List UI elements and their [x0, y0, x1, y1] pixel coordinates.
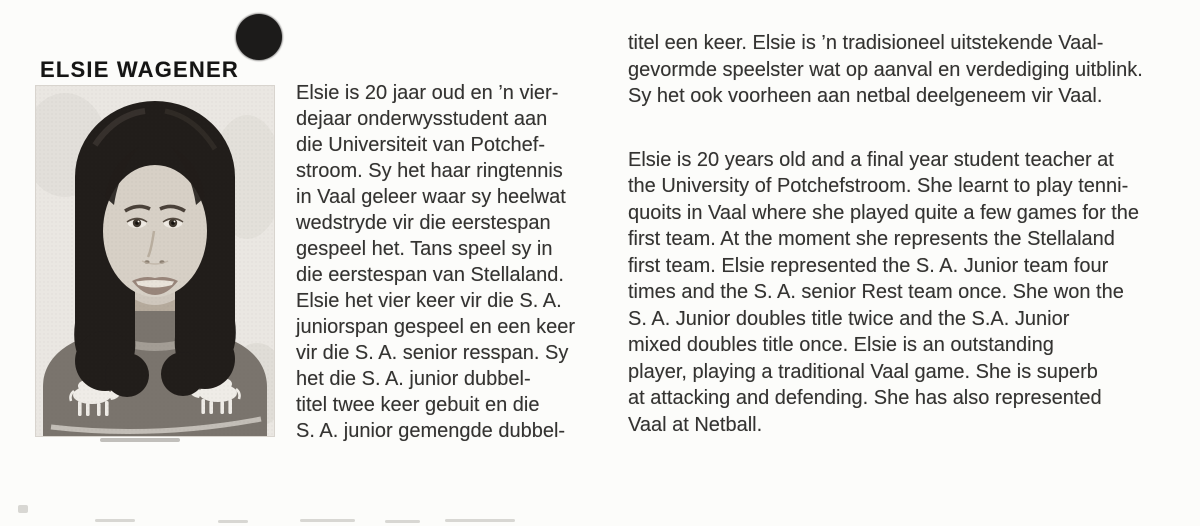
text-line: gespeel het. Tans speel sy in — [296, 238, 553, 260]
text-line: first team. At the moment she represents the Stellaland — [628, 228, 1115, 250]
scan-smudge — [385, 520, 420, 523]
scan-smudge — [18, 505, 28, 513]
afrikaans-continuation-paragraph — [628, 30, 1194, 110]
text-line: die eerstespan van Stellaland. — [296, 264, 564, 286]
black-circle-decoration — [236, 14, 282, 60]
portrait-photo — [35, 85, 275, 437]
text-line: Vaal at Netball. — [628, 413, 763, 436]
text-line: het die S. A. junior dubbel- — [296, 368, 531, 390]
text-line: die Universiteit van Potchef- — [296, 134, 546, 156]
text-line: titel twee keer gebuit en die — [296, 394, 540, 416]
text-line: stroom. Sy het haar ringtennis — [296, 160, 563, 182]
scan-smudge — [218, 520, 248, 523]
text-line: Elsie is 20 jaar oud en ’n vier- — [296, 82, 559, 104]
text-line: the University of Potchefstroom. She learnt to play tenni- — [628, 175, 1129, 197]
right-column — [628, 30, 1194, 438]
text-line: Sy het ook voorheen aan netbal deelgeneem vir Vaal. — [628, 85, 1103, 107]
scan-smudge — [445, 519, 515, 522]
text-line: Elsie het vier keer vir die S. A. — [296, 290, 562, 312]
text-line: in Vaal geleer waar sy heelwat — [296, 186, 566, 208]
scan-smudge — [300, 519, 355, 522]
portrait-photo-illustration — [35, 85, 275, 437]
text-line: S. A. junior gemengde dubbel- — [296, 420, 566, 442]
text-line: S. A. Junior doubles title twice and the S.A. Junior — [628, 307, 1070, 330]
text-line: dejaar onderwysstudent aan — [296, 108, 548, 130]
text-line: player, playing a traditional Vaal game. She is superb — [628, 360, 1098, 383]
english-paragraph — [628, 147, 1194, 439]
scan-smudge — [95, 519, 135, 522]
afrikaans-paragraph — [296, 80, 616, 444]
text-line: wedstryde vir die eerstespan — [296, 212, 551, 234]
text-line: mixed doubles title once. Elsie is an outstanding — [628, 334, 1054, 356]
text-line: vir die S. A. senior resspan. Sy — [296, 342, 569, 364]
text-line: juniorspan gespeel en een keer — [296, 316, 576, 338]
text-line: Elsie is 20 years old and a final year student teacher at — [628, 148, 1114, 171]
text-line: at attacking and defending. She has also represented — [628, 387, 1102, 409]
text-line: quoits in Vaal where she played quite a few games for the — [628, 201, 1140, 224]
text-line: times and the S. A. senior Rest team once. She won the — [628, 281, 1124, 303]
text-line: titel een keer. Elsie is ’n tradisioneel uitstekende Vaal- — [628, 32, 1104, 54]
text-line: first team. Elsie represented the S. A. Junior team four — [628, 254, 1109, 277]
scan-smudge — [100, 438, 180, 442]
page-title: ELSIE WAGENER — [40, 56, 239, 82]
text-line: gevormde speelster wat op aanval en verdediging uitblink. — [628, 58, 1143, 81]
